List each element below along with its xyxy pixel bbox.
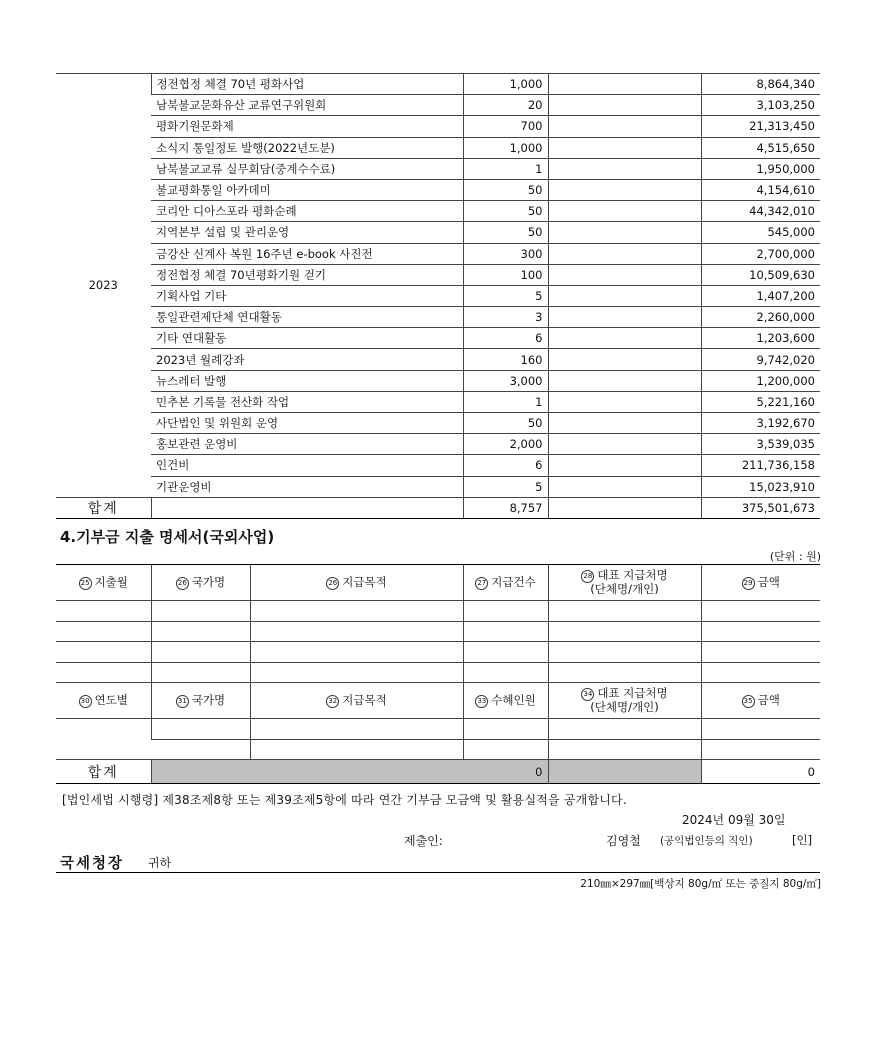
table-row [56,413,820,434]
table-row [56,95,820,116]
amount-cell: 3,192,670 [701,413,820,434]
paper-spec: 210㎜×297㎜[백상지 80g/㎡ 또는 중질지 80g/㎡] [580,878,821,890]
amount-cell: 1,950,000 [701,158,820,179]
table-row [56,349,820,370]
amount-cell: 1,200,000 [701,370,820,391]
recipient-cell [548,413,701,434]
header-cell: 26 지급목적 [250,565,463,601]
purpose-cell: 뉴스레터 발행 [151,370,463,391]
recipient-cell [548,158,701,179]
purpose-cell: 남북불교교류 실무회담(중계수수료) [151,158,463,179]
table-row [56,137,820,158]
addressee: 국세청장 [60,856,125,872]
table-row [56,222,820,243]
recipient-cell [548,95,701,116]
unit-label: (단위 : 원) [769,550,821,563]
table-row [56,455,820,476]
recipient-cell [548,307,701,328]
count-cell: 1 [463,158,548,179]
recipient-cell [548,476,701,497]
amount-cell: 211,736,158 [701,455,820,476]
recipient-cell [548,179,701,200]
recipient-cell [548,285,701,306]
recipient-cell [548,391,701,412]
count-cell: 1,000 [463,137,548,158]
purpose-cell: 민추본 기록물 전산화 작업 [151,391,463,412]
purpose-cell: 평화기원문화제 [151,116,463,137]
amount-cell: 8,864,340 [701,74,820,95]
year-cell: 2023 [56,74,151,498]
header-cell: 34 대표 지급처명 (단체명/개인) [548,683,701,719]
purpose-cell: 인건비 [151,455,463,476]
header-cell: 35 금액 [701,683,820,719]
table-row [56,719,820,740]
count-cell: 50 [463,179,548,200]
amount-cell: 10,509,630 [701,264,820,285]
purpose-cell: 정전협정 체결 70년평화기원 걷기 [151,264,463,285]
amount-cell: 4,154,610 [701,179,820,200]
section-title: 4.기부금 지출 명세서(국외사업) [60,528,275,546]
purpose-cell: 기관운영비 [151,476,463,497]
total-label: 합계 [56,760,151,784]
count-cell: 50 [463,413,548,434]
purpose-cell: 사단법인 및 위원회 운영 [151,413,463,434]
recipient-cell [548,328,701,349]
legal-notice: [법인세법 시행령] 제38조제8항 또는 제39조제5항에 따라 연간 기부금 모금액 및 활용실적을 공개합니다. [62,793,627,807]
header-cell: 32 지급목적 [250,683,463,719]
table-row [56,601,820,622]
amount-cell: 3,103,250 [701,95,820,116]
header-cell: 31 국가명 [151,683,250,719]
count-cell: 5 [463,285,548,306]
count-cell: 50 [463,201,548,222]
submitter-name: 김영철 [606,834,641,848]
table-row [56,243,820,264]
amount-cell: 9,742,020 [701,349,820,370]
amount-cell: 4,515,650 [701,137,820,158]
recipient-cell [548,201,701,222]
table-row [56,739,820,760]
amount-cell: 1,203,600 [701,328,820,349]
total-amount: 375,501,673 [701,497,820,518]
purpose-cell: 금강산 신계사 복원 16주년 e-book 사진전 [151,243,463,264]
table-row [56,116,820,137]
header-cell: 29 금액 [701,565,820,601]
table-header-row [56,683,820,719]
purpose-cell: 코리안 디아스포라 평화순례 [151,201,463,222]
submitter-label: 제출인: [404,834,443,848]
table-row [56,434,820,455]
total-row [56,760,820,784]
purpose-cell: 남북불교문화유산 교류연구위원회 [151,95,463,116]
recipient-cell [548,455,701,476]
table-row [56,328,820,349]
count-cell: 3,000 [463,370,548,391]
submission-date: 2024년 09월 30일 [682,813,786,827]
header-cell: 28 대표 지급처명 (단체명/개인) [548,565,701,601]
recipient-cell [548,137,701,158]
purpose-cell: 홍보관련 운영비 [151,434,463,455]
total-label: 합계 [56,497,151,518]
count-cell: 6 [463,328,548,349]
table-row [56,642,820,663]
header-cell: 30 연도별 [56,683,151,719]
table-row [56,179,820,200]
table-row [56,476,820,497]
amount-cell: 2,260,000 [701,307,820,328]
count-cell: 1 [463,391,548,412]
recipient-cell [548,434,701,455]
count-cell: 5 [463,476,548,497]
count-cell: 700 [463,116,548,137]
amount-cell: 21,313,450 [701,116,820,137]
count-cell: 160 [463,349,548,370]
purpose-cell: 기획사업 기타 [151,285,463,306]
count-cell: 100 [463,264,548,285]
amount-cell: 1,407,200 [701,285,820,306]
table-row [56,264,820,285]
amount-cell: 3,539,035 [701,434,820,455]
header-cell: 27 지급건수 [463,565,548,601]
seal-mark: [인] [792,833,813,847]
table-row [56,285,820,306]
recipient-cell [548,264,701,285]
purpose-cell: 정전협정 체결 70년 평화사업 [151,74,463,95]
donation-usage-table [56,73,820,519]
total-amount: 0 [701,760,820,784]
count-cell: 6 [463,455,548,476]
table-row [56,158,820,179]
header-cell: 26 국가명 [151,565,250,601]
purpose-cell: 불교평화통일 아카데미 [151,179,463,200]
recipient-cell [548,222,701,243]
table-row [56,74,820,95]
overseas-donation-table [56,564,820,784]
table-row [56,201,820,222]
recipient-cell [548,116,701,137]
purpose-cell: 지역본부 설립 및 관리운영 [151,222,463,243]
total-count: 8,757 [463,497,548,518]
count-cell: 300 [463,243,548,264]
count-cell: 1,000 [463,74,548,95]
purpose-cell: 기타 연대활동 [151,328,463,349]
purpose-cell: 소식지 통일정토 발행(2022년도분) [151,137,463,158]
amount-cell: 44,342,010 [701,201,820,222]
total-count: 0 [535,765,543,779]
table-row [56,370,820,391]
recipient-cell [548,370,701,391]
table-row [56,391,820,412]
header-cell: 25 지출월 [56,565,151,601]
total-row [56,497,820,518]
honorific: 귀하 [148,856,172,870]
divider [56,872,820,873]
purpose-cell: 통일관련제단체 연대활동 [151,307,463,328]
recipient-cell [548,349,701,370]
table-row [56,307,820,328]
table-header-row [56,565,820,601]
count-cell: 2,000 [463,434,548,455]
table-row [56,621,820,642]
count-cell: 50 [463,222,548,243]
submitter-note: (공익법인등의 직인) [660,835,753,847]
amount-cell: 2,700,000 [701,243,820,264]
recipient-cell [548,74,701,95]
amount-cell: 545,000 [701,222,820,243]
table-row [56,662,820,683]
header-cell: 33 수혜인원 [463,683,548,719]
amount-cell: 5,221,160 [701,391,820,412]
recipient-cell [548,243,701,264]
amount-cell: 15,023,910 [701,476,820,497]
purpose-cell: 2023년 월례강좌 [151,349,463,370]
count-cell: 3 [463,307,548,328]
count-cell: 20 [463,95,548,116]
